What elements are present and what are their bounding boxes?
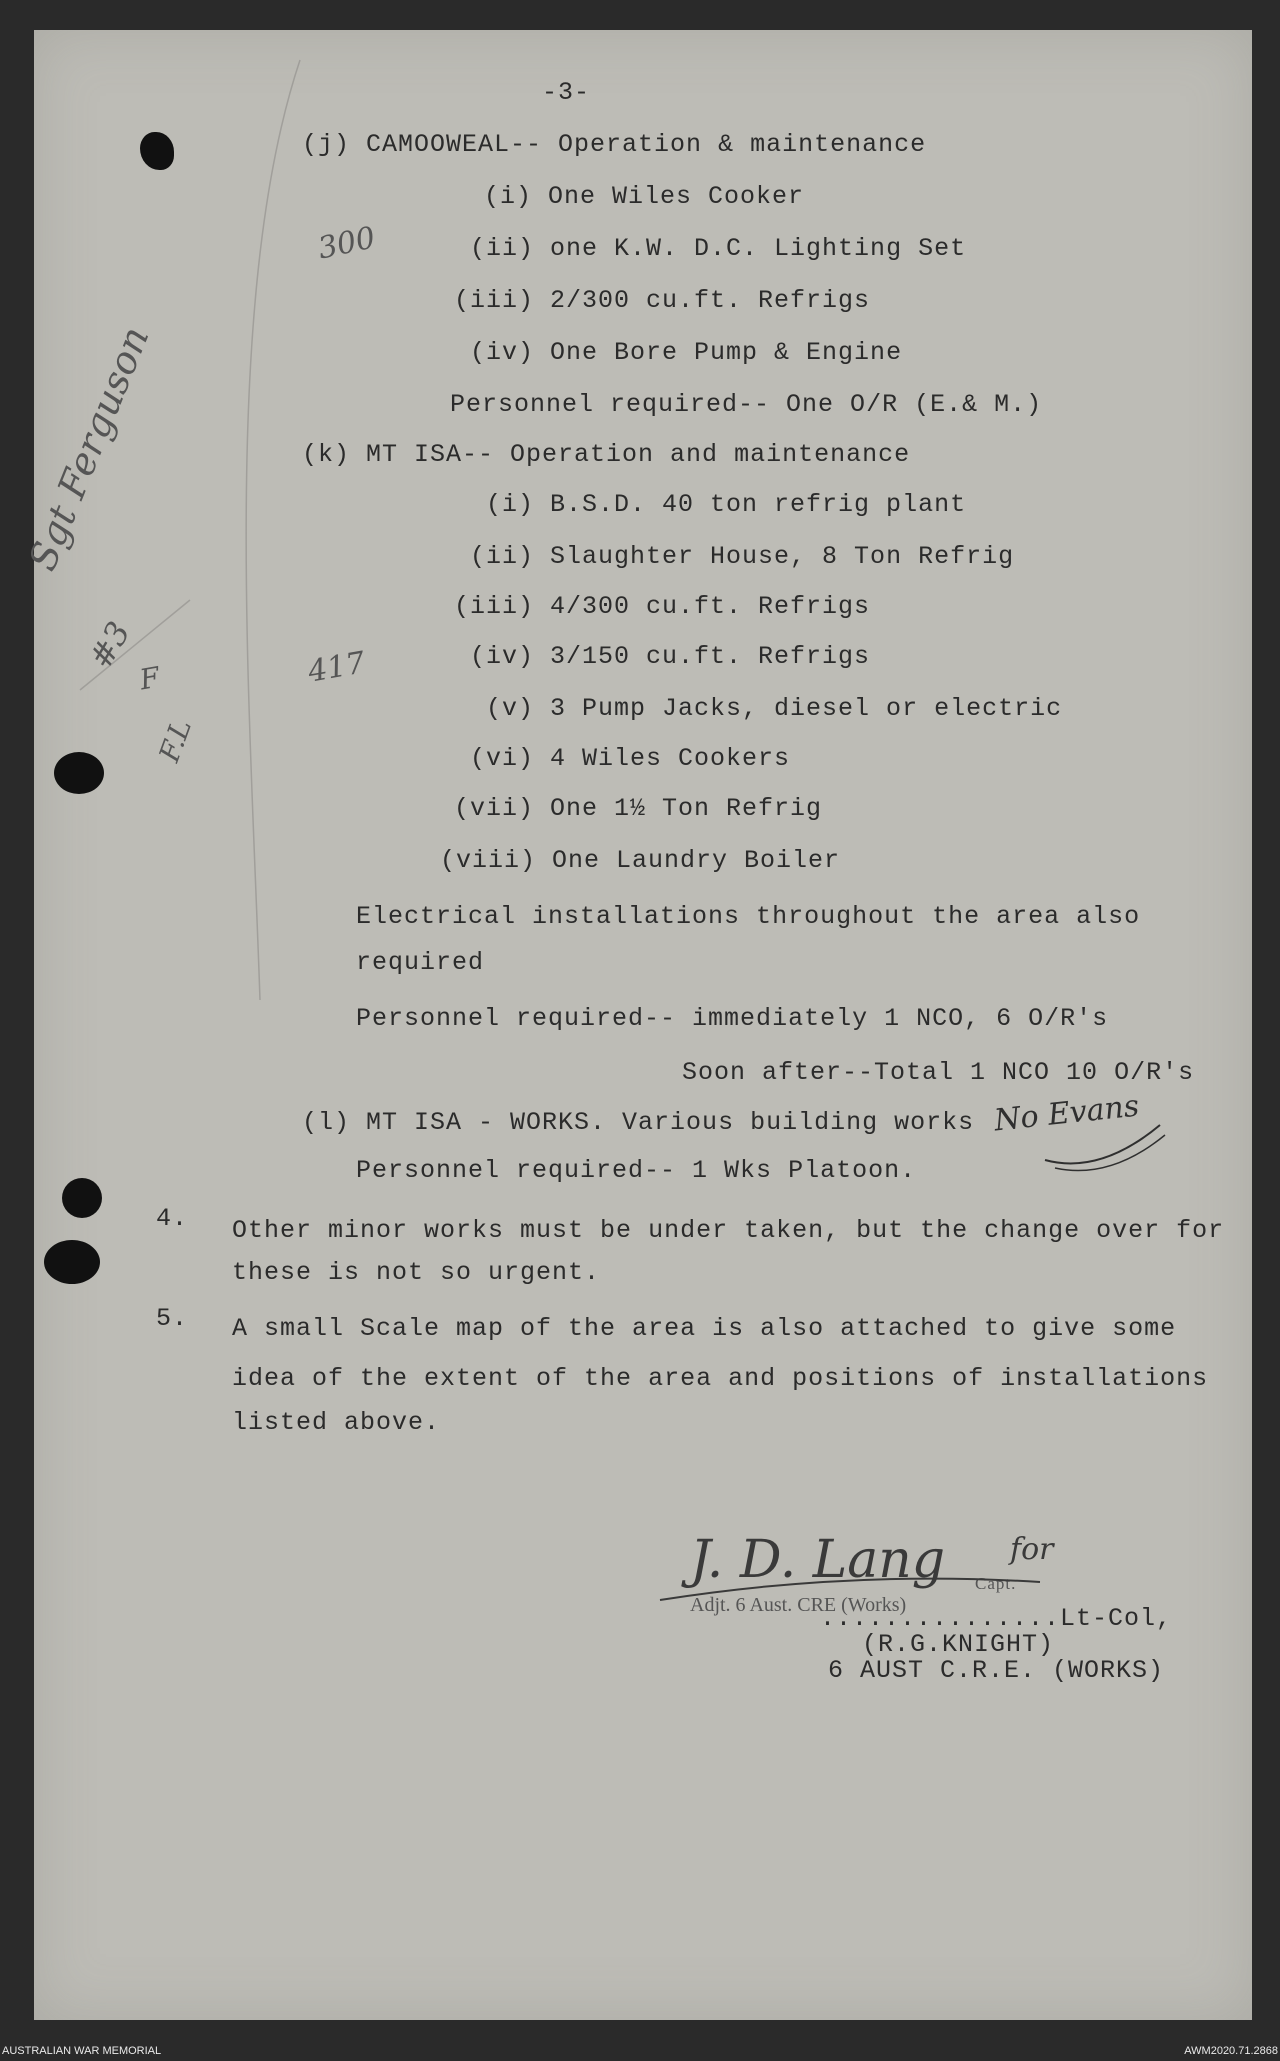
paragraph-5-number: 5. [156,1304,189,1333]
item-k-viii: (viii) One Laundry Boiler [440,846,841,875]
paragraph-5-line-2: idea of the extent of the area and positions of installations [232,1364,1209,1393]
stamp-adjt: Adjt. 6 Aust. CRE (Works) [690,1594,907,1616]
page-number: -3- [542,78,591,107]
item-k-heading: (k) MT ISA-- Operation and maintenance [302,440,911,469]
margin-note-fl: F.L [152,714,199,767]
item-k-personnel-1: Personnel required-- immediately 1 NCO, 6 O/R's [356,1004,1109,1033]
paragraph-4-line-2: these is not so urgent. [232,1258,601,1287]
signature: J. D. Lang [690,1530,946,1590]
item-k-electrical-2: required [356,948,485,977]
note-300: 300 [314,220,379,267]
item-k-ii: (ii) Slaughter House, 8 Ton Refrig [470,542,1015,571]
item-l-heading: (l) MT ISA - WORKS. Various building works [302,1108,975,1137]
paragraph-4-number: 4. [156,1204,189,1233]
paragraph-4-line-1: Other minor works must be under taken, but the change over for [232,1216,1225,1245]
paragraph-5-line-1: A small Scale map of the area is also attached to give some [232,1314,1177,1343]
initial-evans: No Evans [992,1088,1141,1139]
item-j-i: (i) One Wiles Cooker [484,182,805,211]
item-k-iv: (iv) 3/150 cu.ft. Refrigs [470,642,871,671]
margin-note-ferguson: Sgt Ferguson [20,320,158,577]
item-j-heading: (j) CAMOOWEAL-- Operation & maintenance [302,130,927,159]
item-k-personnel-2: Soon after--Total 1 NCO 10 O/R's [682,1058,1195,1087]
item-k-v: (v) 3 Pump Jacks, diesel or electric [486,694,1063,723]
item-l-personnel: Personnel required-- 1 Wks Platoon. [356,1156,917,1185]
item-j-personnel: Personnel required-- One O/R (E.& M.) [450,390,1043,419]
item-k-vi: (vi) 4 Wiles Cookers [470,744,791,773]
item-k-i: (i) B.S.D. 40 ton refrig plant [486,490,967,519]
stamp-capt: Capt. [975,1574,1017,1593]
signature-unit: 6 AUST C.R.E. (WORKS) [828,1656,1165,1685]
signature-name: (R.G.KNIGHT) [862,1630,1055,1659]
item-k-electrical-1: Electrical installations throughout the area also [356,902,1141,931]
item-j-ii: (ii) one K.W. D.C. Lighting Set [470,234,967,263]
footer-accession-number: AWM2020.71.2868 [1184,2045,1278,2057]
signature-rank-line: ...............Lt-Col, [820,1604,1173,1633]
evans-flourish [1040,1120,1170,1180]
item-k-iii: (iii) 4/300 cu.ft. Refrigs [454,592,871,621]
paragraph-5-line-3: listed above. [232,1408,441,1437]
margin-note-f: F [137,660,163,697]
footer-source: AUSTRALIAN WAR MEMORIAL [2,2045,162,2057]
signature-for: for [1010,1532,1054,1567]
note-417: 417 [305,645,368,690]
margin-note-3: #3 [81,615,138,675]
item-j-iv: (iv) One Bore Pump & Engine [470,338,903,367]
item-j-iii: (iii) 2/300 cu.ft. Refrigs [454,286,871,315]
item-k-vii: (vii) One 1½ Ton Refrig [454,794,823,823]
